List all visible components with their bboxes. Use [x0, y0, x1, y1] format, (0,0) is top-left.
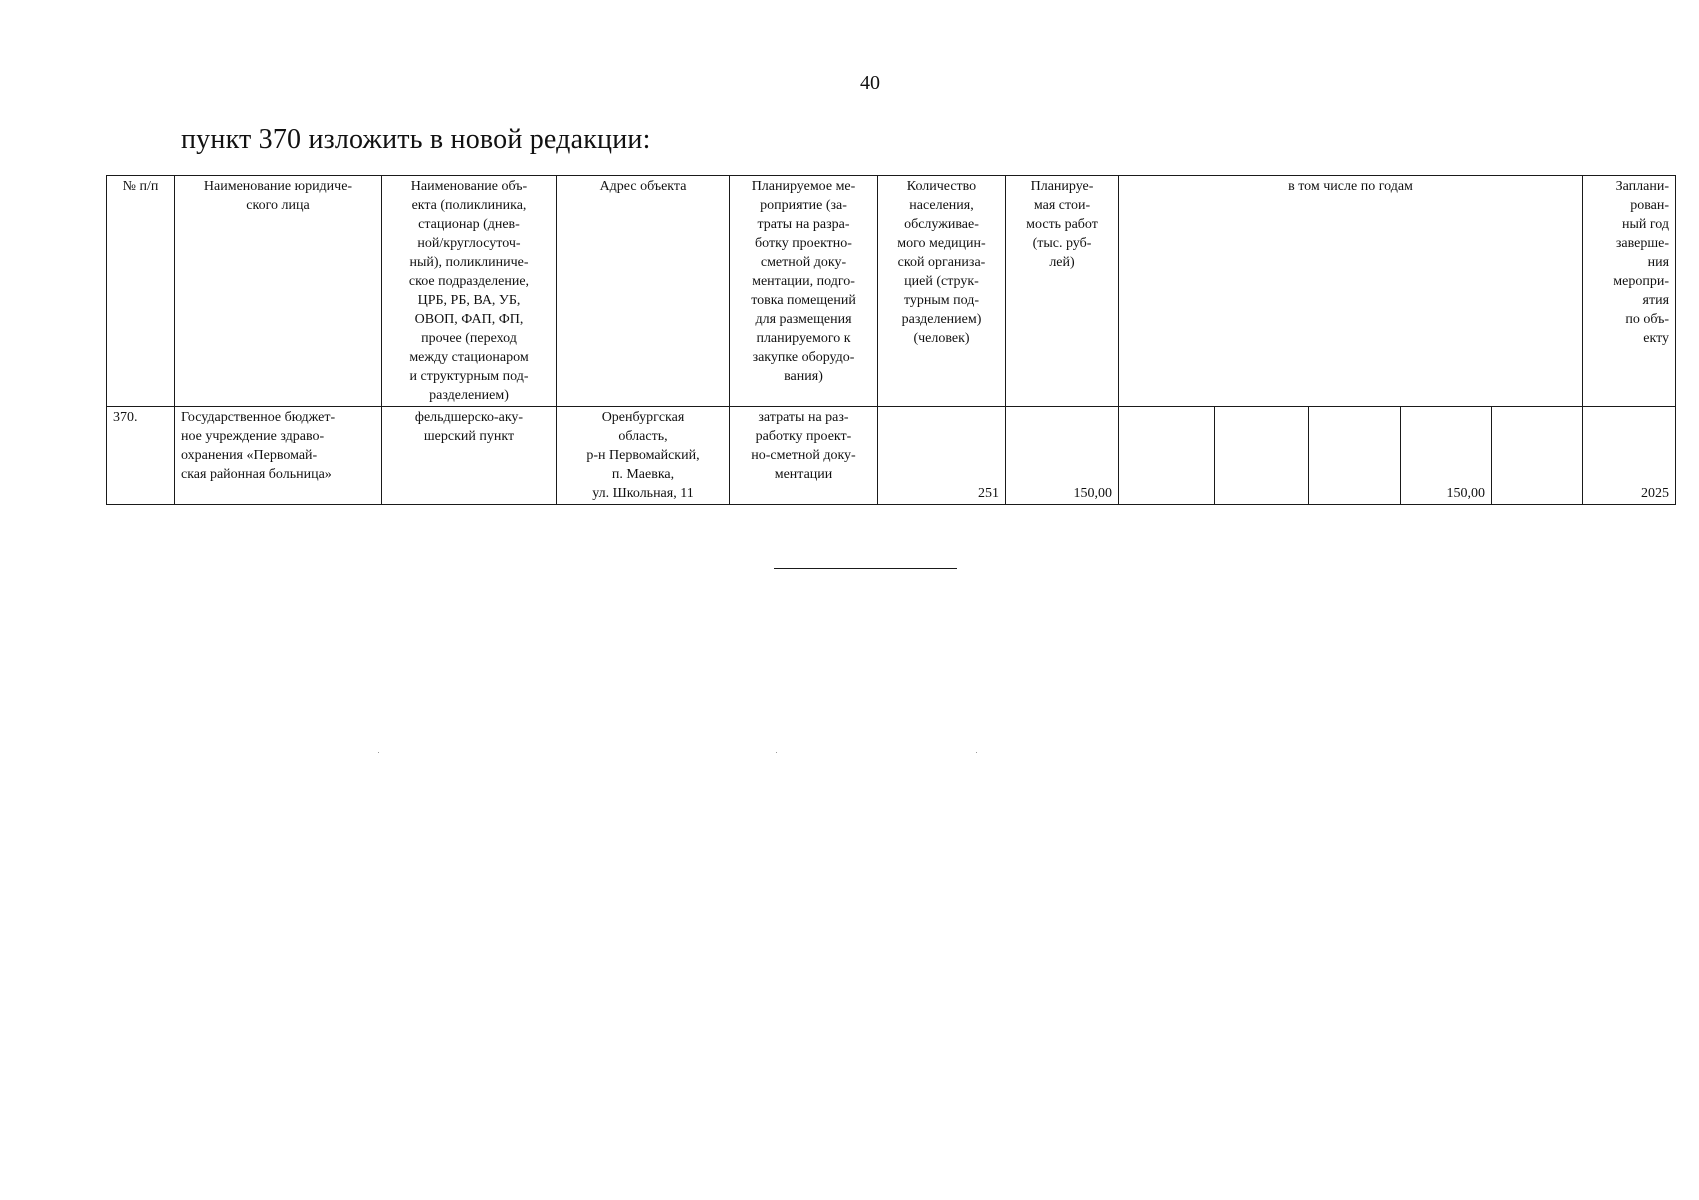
scan-speck	[976, 752, 977, 753]
objects-table	[106, 175, 1676, 505]
header-legal-entity: Наименование юридиче- ского лица	[175, 176, 382, 407]
row-legal-entity: Государственное бюджет- ное учреждение здраво- охранения «Первомай- ская районная больница»	[175, 407, 382, 505]
amendment-heading: пункт 370 изложить в новой редакции:	[181, 124, 651, 155]
table-header-row	[107, 176, 1676, 407]
row-address: Оренбургская область, р-н Первомайский, п. Маевка, ул. Школьная, 11	[557, 407, 730, 505]
header-object-name: Наименование объ- екта (поликлиника, стационар (днев- ной/круглосуточ- ный), поликлиниче- ское подразделение, ЦРБ, РБ, ВА, УБ, ОВОП, ФАП, ФП, прочее (переход между стационаром и структурным под- разделением)	[382, 176, 557, 407]
header-address: Адрес объекта	[557, 176, 730, 407]
row-completion-year: 2025	[1583, 407, 1676, 505]
header-population: Количество населения, обслуживае- мого медицин- ской организа- цией (струк- турным под- разделением) (человек)	[878, 176, 1006, 407]
header-completion-year: Заплани- рован- ный год заверше- ния меропри- ятия по объ- екту	[1583, 176, 1676, 407]
row-object-name: фельдшерско-аку- шерский пункт	[382, 407, 557, 505]
page-number: 40	[860, 72, 880, 94]
row-population: 251	[878, 407, 1006, 505]
row-year-1	[1119, 407, 1215, 505]
row-year-4: 150,00	[1401, 407, 1492, 505]
header-by-years: в том числе по годам	[1119, 176, 1583, 407]
header-measure: Планируемое ме- роприятие (за- траты на разра- ботку проектно- сметной доку- ментации, подго- товка помещений для размещения планируемого к закупке оборудо- вания)	[730, 176, 878, 407]
header-cost: Планируе- мая стои- мость работ (тыс. руб- лей)	[1006, 176, 1119, 407]
row-year-3	[1309, 407, 1401, 505]
row-year-5	[1492, 407, 1583, 505]
row-cost: 150,00	[1006, 407, 1119, 505]
row-year-2	[1215, 407, 1309, 505]
scan-speck	[378, 752, 379, 753]
scan-speck	[776, 752, 777, 753]
row-num: 370.	[107, 407, 175, 505]
table-row	[107, 407, 1676, 505]
end-separator-line	[774, 568, 957, 569]
header-num: № п/п	[107, 176, 175, 407]
row-measure: затраты на раз- работку проект- но-сметной доку- ментации	[730, 407, 878, 505]
